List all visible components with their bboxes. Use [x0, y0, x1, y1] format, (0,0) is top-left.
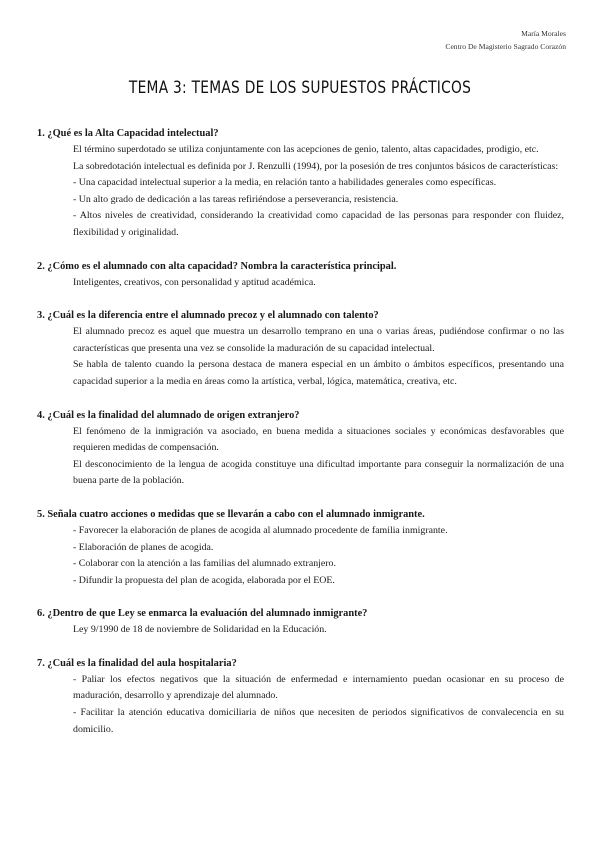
page-header [445, 27, 566, 53]
answer-line: La sobredotación intelectual es definida por J. Renzulli (1994), por la posesión de tres conjuntos básicos de características: [73, 160, 559, 172]
question-block [37, 508, 564, 589]
answer-line: - Un alto grado de dedicación a las tareas refiriéndose a perseverancia, resistencia. [73, 193, 399, 205]
page-title: TEMA 3: TEMAS DE LOS SUPUESTOS PRÁCTICOS [128, 78, 472, 98]
answer-line: - Elaboración de planes de acogida. [73, 541, 214, 553]
answer-line: - Una capacidad intelectual superior a la media, en relación tanto a habilidades generales como específicas. [73, 177, 497, 189]
answer-line: - Paliar los efectos negativos que la situación de enfermedad e internamiento puedan ocasionar en su proceso de maduración, desarrollo y aprendizaje del alumnado. [73, 673, 564, 702]
answer [37, 275, 564, 292]
question-title: 4. ¿Cuál es la finalidad del alumnado de origen extranjero? [37, 409, 300, 421]
question-block [37, 607, 564, 639]
answer [37, 324, 564, 390]
author-name: María Morales [521, 29, 566, 38]
question-block [37, 127, 564, 242]
question-title: 5. Señala cuatro acciones o medidas que se llevarán a cabo con el alumnado inmigrante. [37, 508, 425, 520]
answer-line: - Altos niveles de creatividad, considerando la creatividad como capacidad de las personas para responder con fluidez, flexibilidad y originalidad. [73, 210, 564, 238]
question-title: 2. ¿Cómo es el alumnado con alta capacidad? Nombra la característica principal. [37, 260, 397, 272]
answer-line: - Facilitar la atención educativa domiciliaria de niños que necesiten de periodos significativos de convalecencia en su domicilio. [73, 707, 564, 735]
question-title: 3. ¿Cuál es la diferencia entre el alumnado precoz y el alumnado con talento? [37, 310, 379, 322]
question-block [37, 657, 564, 738]
answer-line: - Favorecer la elaboración de planes de acogida al alumnado procedente de familia inmigrante. [73, 524, 448, 536]
question-title: 1. ¿Qué es la Alta Capacidad intelectual? [37, 128, 219, 139]
question-block [37, 260, 564, 292]
answer [37, 622, 564, 639]
answer-line: Inteligentes, creativos, con personalidad y aptitud académica. [73, 276, 316, 288]
answer-line: Se habla de talento cuando la persona destaca de manera especial en un ámbito o ámbitos específicos, presentando una capacidad superior a la media en áreas como la artística, verbal, lógica, matemática, creativa, etc. [73, 359, 564, 387]
question-title: 6. ¿Dentro de que Ley se enmarca la evaluación del alumnado inmigrante? [37, 608, 368, 620]
answer-line: El fenómeno de la inmigración va asociado, en buena medida a situaciones sociales y económicas desfavorables que requieren medidas de compensación. [73, 425, 564, 454]
answer [37, 424, 564, 490]
answer-line: - Colaborar con la atención a las familias del alumnado extranjero. [73, 558, 336, 570]
answer-line: El desconocimiento de la lengua de acogida constituye una dificultad importante para conseguir la normalización de una buena parte de la población. [73, 458, 564, 487]
question-block [37, 309, 564, 390]
questions-list [37, 127, 564, 756]
answer-line: El término superdotado se utiliza conjuntamente con las acepciones de genio, talento, altas capacidades, prodigio, etc. [73, 144, 539, 155]
answer-line: El alumnado precoz es aquel que muestra un desarrollo temprano en una o varias áreas, pudiéndose confirmar o no las características que presenta una vez se consolide la maduración de su capacidad intelectual. [73, 326, 564, 354]
answer [37, 523, 564, 589]
answer-line: Ley 9/1990 de 18 de noviembre de Solidaridad en la Educación. [73, 624, 327, 636]
question-title: 7. ¿Cuál es la finalidad del aula hospitalaria? [37, 657, 237, 669]
answer [37, 142, 564, 242]
answer-line: - Difundir la propuesta del plan de acogida, elaborada por el EOE. [73, 574, 335, 586]
answer [37, 672, 564, 738]
institution-name: Centro De Magisterio Sagrado Corazón [445, 42, 566, 51]
question-block [37, 409, 564, 490]
